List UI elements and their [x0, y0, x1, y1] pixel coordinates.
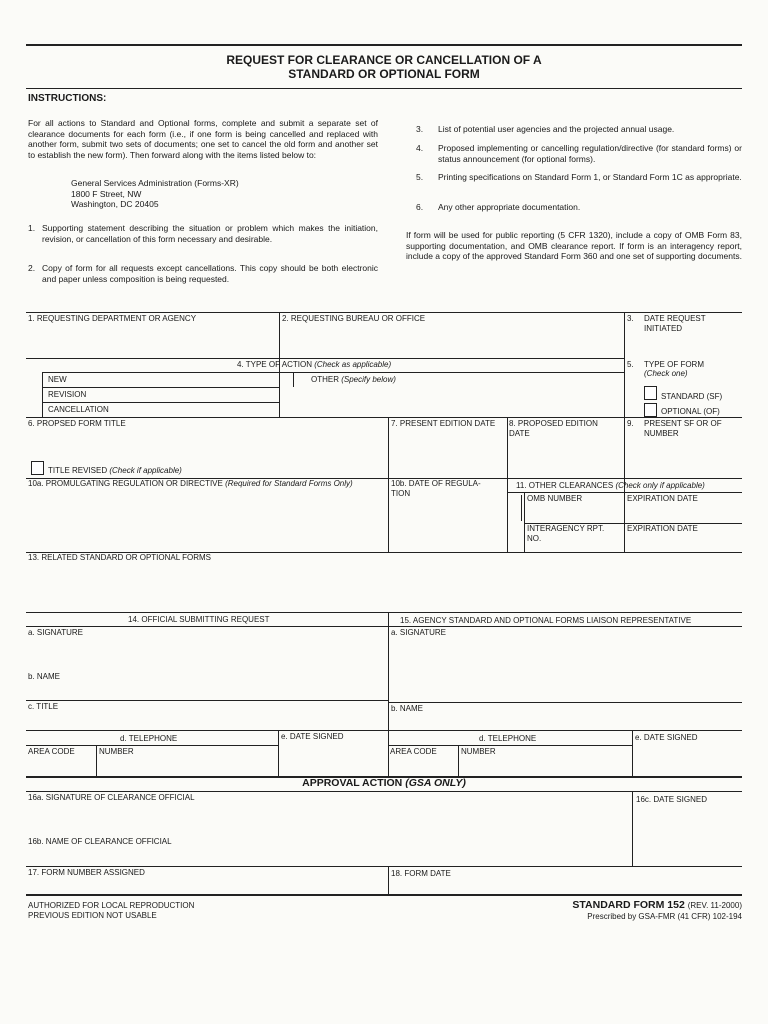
field-4-note: (Check as applicable) — [314, 360, 392, 369]
grid-line — [524, 492, 525, 552]
optional-form-checkbox[interactable] — [644, 403, 657, 417]
omb-number-checkbox[interactable] — [509, 495, 522, 521]
item-text: Any other appropriate documentation. — [438, 202, 581, 212]
form-title — [26, 53, 742, 81]
address-line: 1800 F Street, NW — [71, 188, 142, 199]
item-number: 2. — [28, 263, 36, 273]
grid-line — [42, 372, 43, 417]
field-11-label: 11. OTHER CLEARANCES — [516, 481, 614, 490]
type-new-option[interactable]: NEW — [48, 375, 67, 384]
field-15-liaison-representative: 15. AGENCY STANDARD AND OPTIONAL FORMS LIAISON REPRESENTATIVE — [400, 616, 692, 625]
omb-expiration-date-field[interactable]: EXPIRATION DATE — [627, 494, 698, 503]
title-revised-checkbox[interactable] — [31, 461, 44, 475]
footer-reproduction-note: AUTHORIZED FOR LOCAL REPRODUCTION — [28, 901, 195, 910]
grid-line — [632, 730, 633, 776]
field-13-related-forms[interactable]: 13. RELATED STANDARD OR OPTIONAL FORMS — [28, 553, 211, 562]
grid-line — [458, 745, 459, 776]
footer-form-name: STANDARD FORM 152 — [572, 899, 685, 911]
field-14-number[interactable]: NUMBER — [99, 747, 134, 756]
omb-number-field[interactable]: OMB NUMBER — [527, 494, 583, 503]
title-revised-text: TITLE REVISED — [48, 466, 108, 475]
item-text: Printing specifications on Standard Form 1, or Standard Form 1C as appropriate. — [438, 172, 742, 182]
field-15e-date-signed[interactable]: e. DATE SIGNED — [635, 733, 698, 742]
field-7-present-edition-date[interactable]: 7. PRESENT EDITION DATE — [391, 419, 496, 428]
instruction-item-1 — [28, 223, 378, 244]
grid-line — [26, 700, 388, 701]
approval-action-note: (GSA ONLY) — [405, 777, 466, 789]
standard-form-label: STANDARD (SF) — [661, 392, 723, 401]
public-reporting-note: If form will be used for public reporting (5 CFR 1320), include a copy of OMB Form 83, supporting documentation, and OMB clearance report. If form is an interagency report, include a copy of the approved Standard Form 360 and one set of supporting documents. — [406, 230, 742, 261]
field-1-requesting-department[interactable]: 1. REQUESTING DEPARTMENT OR AGENCY — [28, 314, 197, 323]
item-text: Proposed implementing or cancelling regulation/directive (for standard forms) or status announcement (for optional forms). — [438, 143, 742, 164]
field-16c-date-signed[interactable]: 16c. DATE SIGNED — [636, 795, 707, 804]
field-10b-date-of-regulation[interactable]: 10b. DATE OF REGULA- TION — [391, 479, 481, 498]
field-14c-title[interactable]: c. TITLE — [28, 702, 59, 711]
field-15-area-code[interactable]: AREA CODE — [390, 747, 437, 756]
field-16b-name-clearance-official[interactable]: 16b. NAME OF CLEARANCE OFFICIAL — [28, 837, 172, 846]
instruction-item-4 — [416, 143, 742, 164]
grid-line — [388, 745, 632, 746]
field-16a-signature-clearance-official[interactable]: 16a. SIGNATURE OF CLEARANCE OFFICIAL — [28, 793, 195, 802]
grid-line — [632, 791, 633, 866]
item-text: List of potential user agencies and the projected annual usage. — [438, 124, 675, 134]
standard-form-checkbox[interactable] — [644, 386, 657, 400]
field-4-label: 4. TYPE OF ACTION — [237, 360, 312, 369]
field-17-form-number-assigned[interactable]: 17. FORM NUMBER ASSIGNED — [28, 868, 145, 877]
footer-prescribed: Prescribed by GSA-FMR (41 CFR) 102-194 — [587, 912, 742, 921]
field-3-number: 3. — [627, 314, 634, 323]
field-2-requesting-bureau[interactable]: 2. REQUESTING BUREAU OR OFFICE — [282, 314, 426, 323]
instruction-item-2 — [28, 263, 378, 284]
grid-line — [26, 894, 742, 896]
item-number: 4. — [416, 143, 424, 153]
grid-line — [96, 745, 97, 776]
instructions-heading: INSTRUCTIONS: — [28, 93, 107, 104]
grid-line — [388, 417, 389, 552]
form-title-line2: STANDARD OR OPTIONAL FORM — [288, 67, 480, 81]
type-cancellation-option[interactable]: CANCELLATION — [48, 405, 109, 414]
item-number: 1. — [28, 223, 36, 233]
field-10a-note: (Required for Standard Forms Only) — [225, 479, 353, 488]
title-revised-label — [48, 466, 182, 476]
footer-form-name-line — [572, 899, 742, 912]
item-number: 3. — [416, 124, 424, 134]
field-15b-name[interactable]: b. NAME — [391, 704, 424, 713]
field-14-official-submitting: 14. OFFICIAL SUBMITTING REQUEST — [128, 615, 270, 624]
field-15a-signature[interactable]: a. SIGNATURE — [391, 628, 446, 637]
grid-line — [26, 626, 742, 627]
grid-line — [26, 417, 742, 418]
interagency-expiration-date-field[interactable]: EXPIRATION DATE — [627, 524, 698, 533]
grid-line — [26, 312, 742, 313]
field-14e-date-signed[interactable]: e. DATE SIGNED — [281, 732, 344, 741]
instruction-item-3 — [416, 124, 742, 135]
top-rule — [26, 44, 742, 46]
grid-line — [507, 417, 508, 552]
grid-line — [26, 791, 742, 792]
title-rule — [26, 88, 742, 89]
footer-previous-edition-note: PREVIOUS EDITION NOT USABLE — [28, 911, 157, 920]
field-11-note: (Check only if applicable) — [615, 481, 705, 490]
address-line: Washington, DC 20405 — [71, 199, 159, 209]
field-18-form-date[interactable]: 18. FORM DATE — [391, 869, 451, 878]
field-5-note-text: (Check one) — [644, 369, 688, 378]
field-4-type-of-action — [237, 360, 391, 370]
field-14b-name[interactable]: b. NAME — [28, 672, 61, 681]
grid-line — [26, 358, 624, 359]
approval-action-label: APPROVAL ACTION — [302, 777, 403, 789]
field-8-proposed-edition-date[interactable]: 8. PROPOSED EDITION DATE — [509, 419, 598, 438]
field-15d-telephone: d. TELEPHONE — [479, 734, 537, 743]
form-title-line1: REQUEST FOR CLEARANCE OR CANCELLATION OF A — [226, 53, 542, 67]
grid-line — [388, 866, 389, 894]
item-text: Supporting statement describing the situation or problem which makes the initiation, revision, or cancellation of this form necessary and desirable. — [42, 223, 378, 244]
field-14-area-code[interactable]: AREA CODE — [28, 747, 75, 756]
item-number: 6. — [416, 202, 424, 212]
field-10a-promulgating-regulation[interactable] — [28, 479, 353, 489]
grid-line — [624, 312, 625, 552]
address-line: General Services Administration (Forms-XR) — [71, 178, 239, 188]
field-14a-signature[interactable]: a. SIGNATURE — [28, 628, 83, 637]
field-6-proposed-form-title[interactable]: 6. PROPSED FORM TITLE — [28, 419, 126, 428]
grid-line — [293, 372, 294, 387]
item-text: Copy of form for all requests except cancellations. This copy should be both electronic and paper unless composition is being requested. — [42, 263, 378, 284]
optional-form-label: OPTIONAL (OF) — [661, 407, 720, 416]
grid-line — [26, 745, 278, 746]
grid-line — [26, 866, 742, 867]
grid-line — [42, 387, 279, 388]
grid-line — [278, 730, 279, 776]
footer-form-id — [572, 899, 742, 922]
instruction-item-5 — [416, 172, 742, 183]
field-9-present-sf-or-of-number[interactable]: PRESENT SF OR OF NUMBER — [644, 419, 722, 438]
field-10a-label: 10a. PROMULGATING REGULATION OR DIRECTIVE — [28, 479, 223, 488]
grid-line — [388, 612, 389, 776]
instructions-intro: For all actions to Standard and Optional forms, complete and submit a separate set of clearance documents for each form (i.e., if one form is being cancelled and replaced with another form, submit two sets of documents; one set to cancel the old form and another set to establish the new form). Then forward along with the items listed below to: — [28, 118, 378, 160]
interagency-rpt-no-field[interactable]: INTERAGENCY RPT. NO. — [527, 524, 605, 543]
field-5-number: 5. — [627, 360, 634, 369]
type-other-label: OTHER — [311, 375, 339, 384]
field-5-type-of-form: TYPE OF FORM — [644, 360, 704, 369]
footer-revision: (REV. 11-2000) — [687, 901, 742, 910]
field-5-note — [644, 369, 688, 379]
field-14d-telephone: d. TELEPHONE — [120, 734, 178, 743]
type-revision-option[interactable]: REVISION — [48, 390, 87, 399]
grid-line — [42, 402, 279, 403]
type-other-note: (Specify below) — [341, 375, 396, 384]
footer-left — [28, 901, 194, 921]
item-number: 5. — [416, 172, 424, 182]
grid-line — [388, 702, 742, 703]
grid-line — [42, 372, 624, 373]
field-9-number: 9. — [627, 419, 634, 428]
mailing-address — [71, 178, 321, 210]
instruction-item-6 — [416, 202, 742, 213]
type-other-option[interactable] — [311, 375, 396, 385]
title-revised-note: (Check if applicable) — [109, 466, 182, 475]
field-3-date-request-initiated[interactable]: DATE REQUEST INITIATED — [644, 314, 706, 333]
approval-action-heading — [26, 777, 742, 790]
field-11-other-clearances — [516, 481, 705, 491]
grid-line — [26, 730, 742, 731]
field-15-number[interactable]: NUMBER — [461, 747, 496, 756]
grid-line — [26, 612, 742, 613]
